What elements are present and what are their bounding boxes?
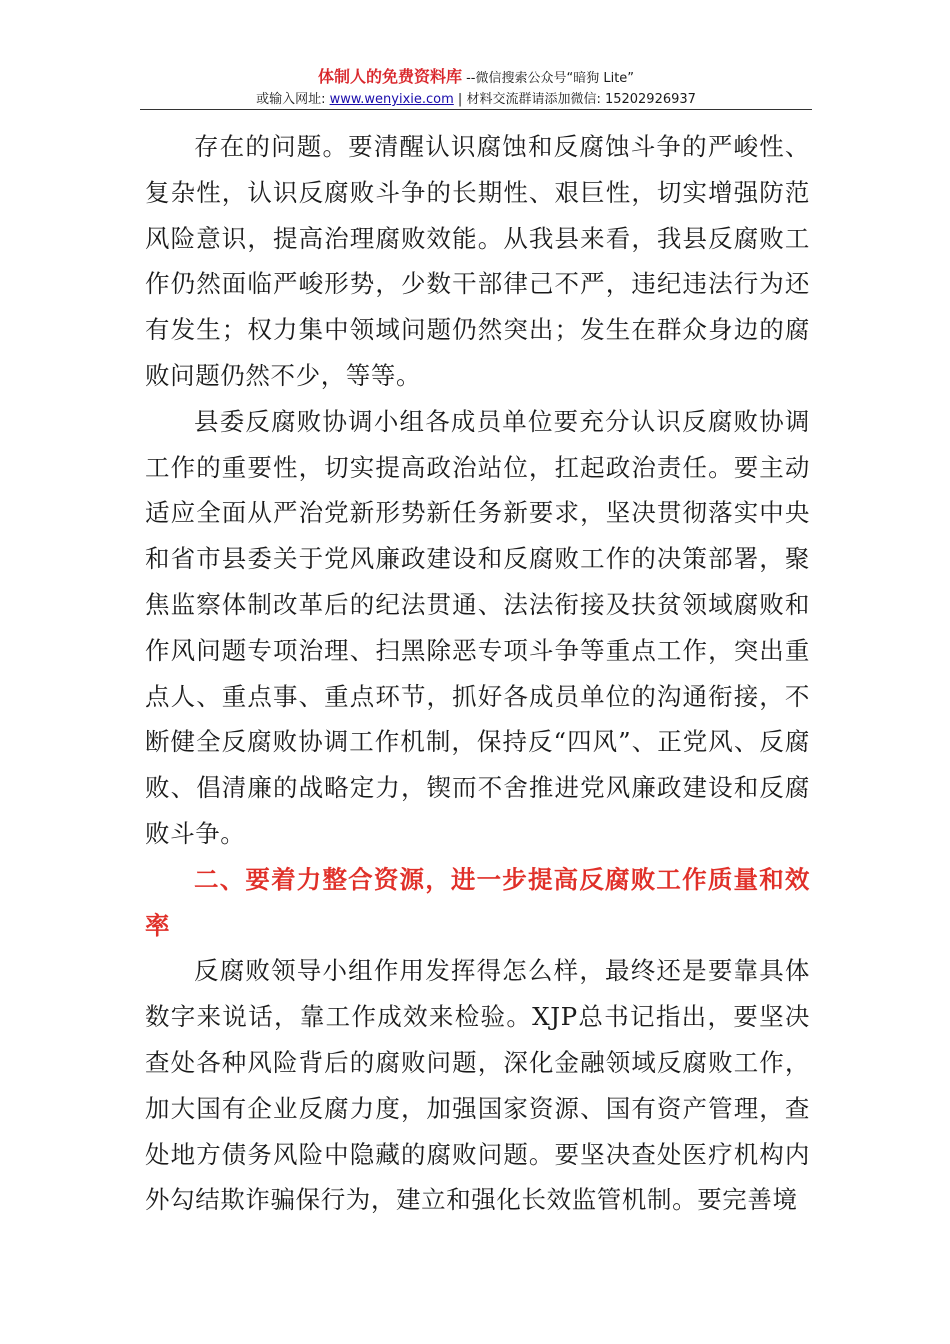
paragraph-2: 县委反腐败协调小组各成员单位要充分认识反腐败协调工作的重要性，切实提高政治站位，扛起政治责任。要主动适应全面从严治党新形势新任务新要求，坚决贯彻落实中央和省市县委关于党风廉政建设和反腐败工作的决策部署，聚焦监察体制改革后的纪法贯通、法法衔接及扶贫领域腐败和作风问题专项治理、扫黑除恶专项斗争等重点工作，突出重点人、重点事、重点环节，抓好各成员单位的沟通衔接，不断健全反腐败协调工作机制，保持反“四风”、正党风、反腐败、倡清廉的战略定力，锲而不舍推进党风廉政建设和反腐败斗争。 <box>145 406 810 848</box>
document-body <box>145 124 810 1223</box>
paragraph-3: 反腐败领导小组作用发挥得怎么样，最终还是要靠具体数字来说话，靠工作成效来检验。XJP总书记指出，要坚决查处各种风险背后的腐败问题，深化金融领域反腐败工作，加大国有企业反腐力度，加强国家资源、国有资产管理，查处地方债务风险中隐藏的腐败问题。要坚决查处医疗机构内外勾结欺诈骗保行为，建立和强化长效监管机制。要完善境 <box>145 956 810 1215</box>
website-link[interactable]: www.wenyixie.com <box>329 92 454 107</box>
brand-name: 体制人的免费资料库 <box>317 67 462 86</box>
header-tagline: --微信搜索公众号“暗狗 Lite” <box>461 71 635 86</box>
header-contact-line <box>140 90 812 110</box>
header-divider <box>140 109 812 110</box>
url-prefix: 或输入网址: <box>256 92 330 107</box>
section-heading: 二、要着力整合资源，进一步提高反腐败工作质量和效率 <box>145 864 810 940</box>
page-header <box>140 66 812 110</box>
paragraph-1: 存在的问题。要清醒认识腐蚀和反腐蚀斗争的严峻性、复杂性，认识反腐败斗争的长期性、艰巨性，切实增强防范风险意识，提高治理腐败效能。从我县来看，我县反腐败工作仍然面临严峻形势，少数干部律己不严，违纪违法行为还有发生；权力集中领域问题仍然突出；发生在群众身边的腐败问题仍然不少，等等。 <box>145 132 810 390</box>
contact-info: | 材料交流群请添加微信: 15202926937 <box>453 92 696 107</box>
header-title-line <box>140 66 812 90</box>
